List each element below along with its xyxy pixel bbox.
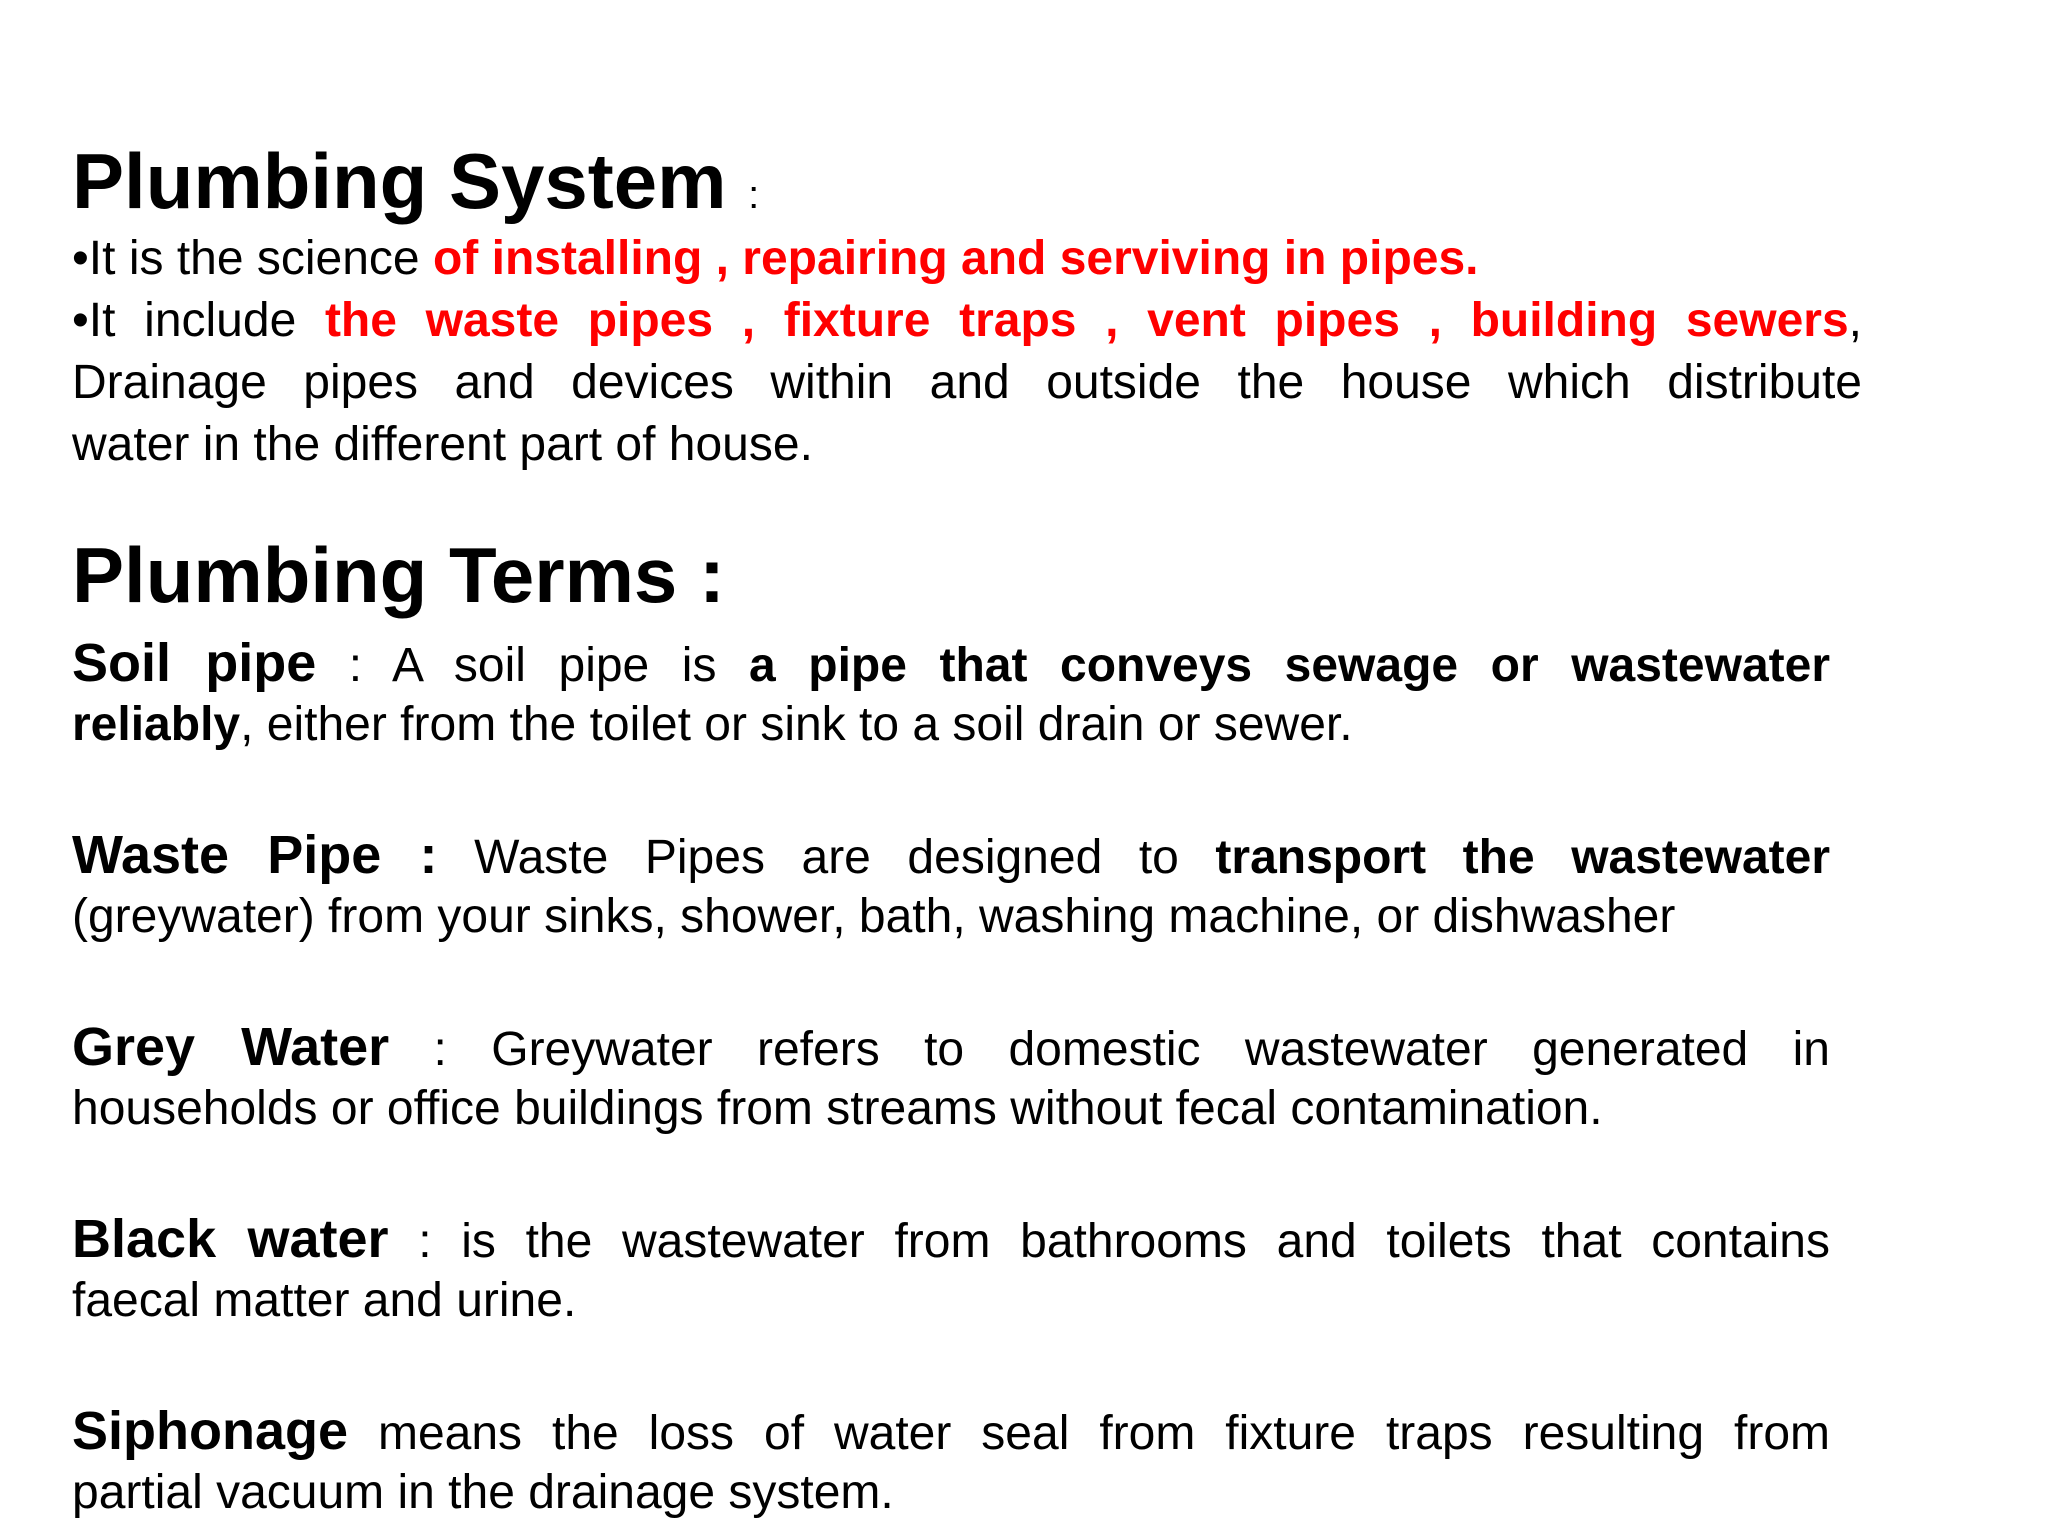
bullet-include: [72, 290, 1862, 352]
term-soil-pipe: [72, 632, 1830, 756]
soil-pipe-bold2: reliably: [72, 698, 241, 751]
bullet-science: [72, 228, 1862, 290]
bullet-include-line2: Drainage pipes and devices within and outside the house which distribute: [72, 356, 1862, 409]
waste-pipe-text: Waste Pipes are designed to: [437, 831, 1216, 884]
bullet-science-highlight: of installing , repairing and serviving in pipes.: [432, 232, 1479, 285]
term-siphonage: [72, 1400, 1830, 1524]
plumbing-system-colon: :: [748, 173, 760, 217]
grey-water-line2: households or office buildings from streams without fecal contamination.: [72, 1082, 1603, 1135]
black-water-text: : is the wastewater from bathrooms and toilets that contains: [388, 1215, 1831, 1268]
plumbing-system-title: Plumbing System: [72, 137, 727, 225]
soil-pipe-line2: [72, 694, 1830, 756]
term-grey-water: [72, 1016, 1830, 1140]
black-water-line1: [72, 1208, 1830, 1270]
bullet-include-text: •It include: [72, 294, 325, 347]
bullet-include-comma: ,: [1848, 294, 1862, 347]
waste-pipe-bold: transport the wastewater: [1215, 831, 1830, 884]
soil-pipe-line1: [72, 632, 1830, 694]
siphonage-line1: [72, 1400, 1830, 1462]
siphonage-term: Siphonage: [72, 1401, 349, 1461]
soil-pipe-rest: , either from the toilet or sink to a soil drain or sewer.: [240, 698, 1353, 751]
bullet-include-highlight: the waste pipes , fixture traps , vent pipes , building sewers: [324, 294, 1849, 347]
soil-pipe-term: Soil pipe: [72, 633, 317, 693]
bullet-include-line3: water in the different part of house.: [72, 418, 813, 471]
waste-pipe-line1: [72, 824, 1830, 886]
plumbing-system-body: [72, 228, 1862, 476]
bullet-science-text: •It is the science: [72, 232, 433, 285]
siphonage-text: means the loss of water seal from fixture traps resulting from: [348, 1407, 1830, 1460]
grey-water-term: Grey Water: [72, 1017, 390, 1077]
plumbing-system-heading: [72, 136, 759, 240]
grey-water-text: : Greywater refers to domestic wastewater generated in: [389, 1023, 1830, 1076]
waste-pipe-line2: (greywater) from your sinks, shower, bath, washing machine, or dishwasher: [72, 890, 1676, 943]
grey-water-line1: [72, 1016, 1830, 1078]
black-water-term: Black water: [72, 1209, 389, 1269]
black-water-line2: faecal matter and urine.: [72, 1274, 577, 1327]
term-waste-pipe: [72, 824, 1830, 948]
plumbing-terms-heading: Plumbing Terms :: [72, 531, 725, 619]
siphonage-line2: partial vacuum in the drainage system.: [72, 1466, 894, 1519]
soil-pipe-sep: : A soil pipe is: [316, 639, 750, 692]
waste-pipe-term: Waste Pipe :: [72, 825, 438, 885]
term-black-water: [72, 1208, 1830, 1332]
soil-pipe-bold1: a pipe that conveys sewage or wastewater: [749, 639, 1830, 692]
